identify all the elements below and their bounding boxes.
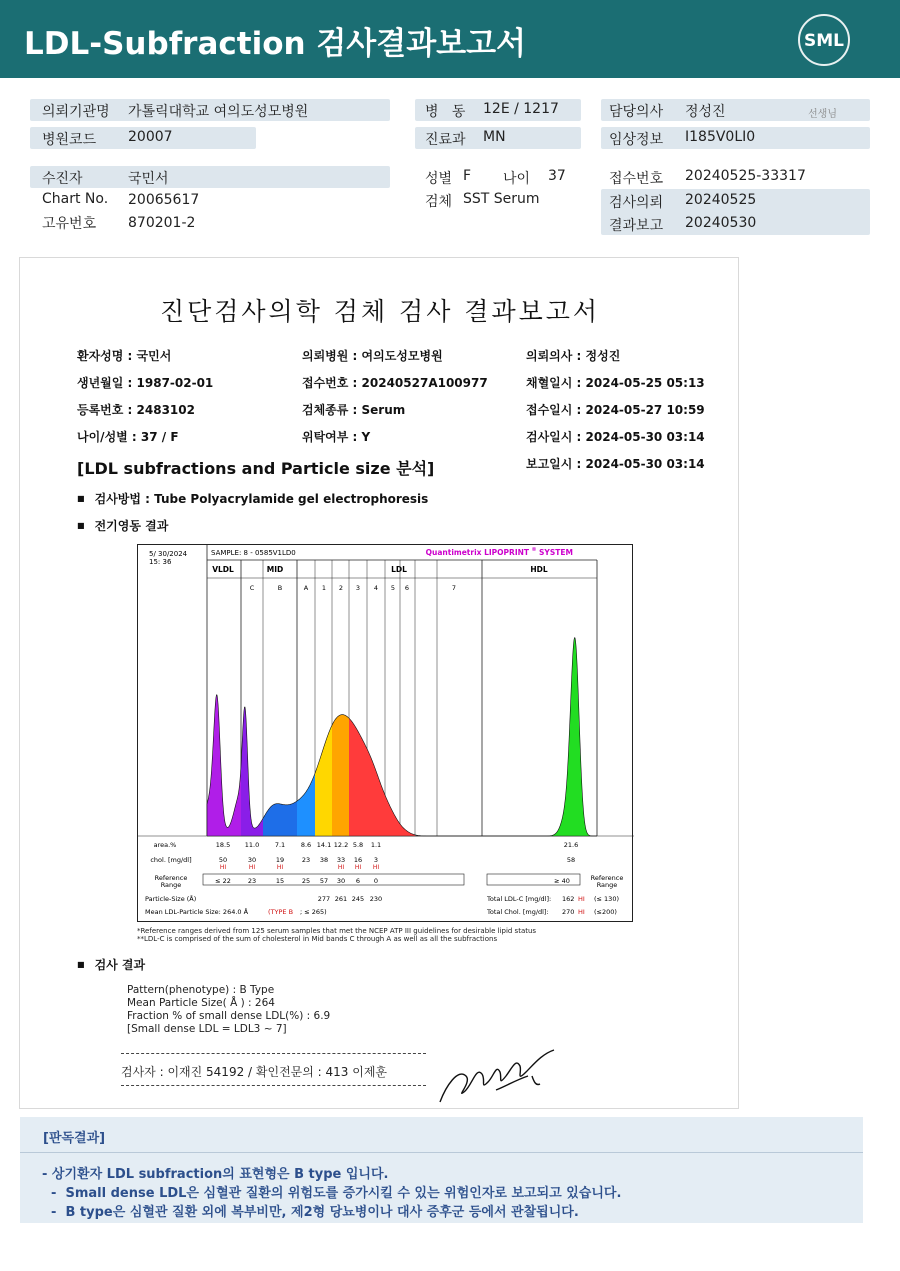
result-sdldl-def: [Small dense LDL = LDL3 ~ 7] (127, 1023, 287, 1035)
report-test-time: 검사일시 : 2024-05-30 03:14 (526, 430, 705, 444)
chol-hi-flag: HI (372, 864, 380, 871)
particle-size-label: Particle-Size (Å) (145, 895, 197, 903)
dept-label: 진료과 (425, 132, 466, 148)
interpretation-line-3: - B type은 심혈관 질환 외에 복부비만, 제2형 당뇨병이나 대사 증후군 등에서 관찰됩니다. (42, 1205, 579, 1220)
group-label-ldl: LDL (391, 565, 407, 574)
doctor-label: 담당의사 (609, 104, 664, 120)
clinical-label: 임상정보 (609, 132, 664, 148)
band-label-2: 2 (338, 584, 344, 592)
chart-no-value: 20065617 (128, 192, 200, 208)
result-pattern: Pattern(phenotype) : B Type (127, 984, 275, 996)
area-value: 1.1 (370, 841, 382, 849)
report-electro-heading: ■ 전기영동 결과 (77, 517, 168, 534)
request-label: 검사의뢰 (609, 195, 664, 211)
chol-value: 50 (218, 856, 228, 864)
scanned-report (19, 257, 739, 1109)
particle-size-value: 230 (369, 895, 383, 903)
chol-hi-flag: HI (354, 864, 362, 871)
report-doctor: 의뢰의사 : 정성진 (526, 349, 621, 363)
band-label-6: 6 (404, 584, 410, 592)
examiner-text: 검사자 : 이재진 54192 / 확인전문의 : 413 이제훈 (121, 1065, 388, 1079)
mean-type: (TYPE B (268, 908, 294, 916)
chol-hi-flag: HI (276, 864, 284, 871)
group-label-mid: MID (266, 565, 284, 574)
band-label-1: 1 (321, 584, 327, 592)
area-value: 18.5 (215, 841, 231, 849)
ref-label-right-1: Reference (590, 874, 624, 882)
particle-size-value: 245 (351, 895, 365, 903)
total-chol-label: Total Chol. [mg/dl]: (487, 908, 549, 916)
report-receipt-time: 접수일시 : 2024-05-27 10:59 (526, 403, 705, 417)
report-birthdate: 생년월일 : 1987-02-01 (77, 376, 214, 390)
total-chol-value: 270 (562, 908, 575, 916)
chart-no-label: Chart No. (42, 191, 109, 207)
chol-hi-flag: HI (337, 864, 345, 871)
hospital-code-value: 20007 (128, 129, 173, 145)
band-label-7: 7 (451, 584, 457, 592)
chart-brand-mark: ® (531, 547, 537, 553)
band-label-3: 3 (355, 584, 361, 592)
total-chol-hi: HI (578, 908, 585, 916)
report-patient-name: 환자성명 : 국민서 (77, 349, 172, 363)
area-value: 7.1 (274, 841, 286, 849)
band-label-C: C (249, 584, 255, 592)
lipoprint-chart (137, 544, 634, 924)
interpretation-line-2: - Small dense LDL은 심혈관 질환의 위험도를 증가시킬 수 있는 위험인자로 보고되고 있습니다. (42, 1186, 622, 1201)
ref-label-right-2: Range (596, 881, 618, 889)
row-chol-label: chol. [mg/dl] (150, 856, 192, 864)
ref-value: 6 (355, 877, 361, 885)
chol-hi-flag: HI (219, 864, 227, 871)
unique-no-value: 870201-2 (128, 215, 196, 231)
mean-type-tail: ; ≤ 265) (300, 908, 327, 916)
footnote-2: **LDL-C is comprised of the sum of cholesterol in Mid bands C through A as well as all the subfractions (137, 935, 498, 943)
mean-size-text: Mean LDL-Particle Size: 264.0 Å (145, 908, 249, 916)
report-reg-no: 등록번호 : 2483102 (77, 403, 195, 417)
interpretation-line-1: - 상기환자 LDL subfraction의 표현형은 B type 입니다. (42, 1167, 389, 1182)
interpretation-divider (20, 1152, 863, 1153)
ref-value: ≤ 22 (215, 877, 231, 885)
chart-date: 5/ 30/2024 (149, 550, 188, 558)
area-value: 11.0 (244, 841, 260, 849)
sex-label: 성별 (425, 171, 453, 187)
particle-size-value: 277 (317, 895, 331, 903)
chol-value: 3 (373, 856, 379, 864)
logo-text: SML (804, 31, 844, 51)
row-area-label: area.% (153, 841, 177, 849)
chart-brand: Quantimetrix LIPOPRINT (425, 548, 529, 557)
particle-size-value: 261 (334, 895, 348, 903)
ward-value: 12E / 1217 (483, 101, 559, 117)
chol-hi-flag: HI (248, 864, 256, 871)
ward-label: 병 동 (425, 104, 466, 120)
institution-label: 의뢰기관명 (42, 104, 110, 120)
area-ldl2 (332, 715, 349, 836)
ref-value: 30 (336, 877, 346, 885)
patient-label: 수진자 (42, 171, 83, 187)
ref-value: 57 (319, 877, 329, 885)
band-label-4: 4 (373, 584, 379, 592)
ref-value: 23 (247, 877, 257, 885)
total-ldl-hi: HI (578, 895, 585, 903)
report-age-sex: 나이/성별 : 37 / F (77, 430, 179, 444)
examiner-line-top (121, 1053, 426, 1054)
chart-brand-tail: SYSTEM (539, 548, 573, 557)
area-value: 5.8 (352, 841, 364, 849)
group-label-vldl: VLDL (212, 565, 234, 574)
report-collect-time: 채혈일시 : 2024-05-25 05:13 (526, 376, 705, 390)
area-value: 12.2 (333, 841, 349, 849)
hospital-code-label: 병원코드 (42, 132, 97, 148)
band-label-5: 5 (390, 584, 396, 592)
specimen-value: SST Serum (463, 191, 540, 207)
area-value: 21.6 (563, 841, 579, 849)
result-fraction: Fraction % of small dense LDL(%) : 6.9 (127, 1010, 331, 1022)
area-value: 8.6 (300, 841, 312, 849)
institution-value: 가톨릭대학교 여의도성모병원 (128, 104, 309, 120)
ref-value: 0 (373, 877, 379, 885)
signature (436, 1046, 561, 1108)
specimen-label: 검체 (425, 194, 453, 210)
report-date-label: 결과보고 (609, 218, 664, 234)
total-ldl-label: Total LDL-C [mg/dl]: (487, 895, 552, 903)
report-report-time: 보고일시 : 2024-05-30 03:14 (526, 457, 705, 471)
age-label: 나이 (503, 171, 531, 187)
clinical-value: I185V0LI0 (685, 129, 756, 145)
interpretation-panel (20, 1117, 863, 1223)
report-consign: 위탁여부 : Y (302, 430, 371, 444)
chol-value: 23 (301, 856, 311, 864)
band-label-A: A (303, 584, 309, 592)
chart-sample: SAMPLE: 8 - 0585V1LD0 (211, 549, 296, 557)
total-ldl-ref: (≤ 130) (594, 895, 619, 903)
doctor-suffix: 선생님 (808, 109, 837, 120)
report-date-value: 20240530 (685, 215, 757, 231)
page-title: LDL-Subfraction 검사결과보고서 (24, 26, 526, 62)
hdl-ref-value: ≥ 40 (554, 877, 570, 885)
report-receipt: 접수번호 : 20240527A100977 (302, 376, 488, 390)
report-section-title: [LDL subfractions and Particle size 분석] (77, 459, 435, 478)
report-result-heading: ■ 검사 결과 (77, 956, 145, 973)
receipt-value: 20240525-33317 (685, 168, 806, 184)
chol-value: 58 (566, 856, 576, 864)
band-label-B: B (277, 584, 283, 592)
chol-value: 19 (275, 856, 285, 864)
ref-value: 15 (275, 877, 285, 885)
signature-stroke (440, 1050, 554, 1102)
group-label-hdl: HDL (530, 565, 548, 574)
row-ref-label-2: Range (160, 881, 182, 889)
patient-value: 국민서 (128, 171, 169, 187)
footnote-1: *Reference ranges derived from 125 serum samples that met the NCEP ATP III guidelines for desirable lipid status (137, 927, 537, 935)
dept-value: MN (483, 129, 506, 145)
report-header (0, 0, 900, 78)
age-value: 37 (548, 168, 566, 184)
report-hospital: 의뢰병원 : 여의도성모병원 (302, 349, 443, 363)
info-bar (30, 166, 390, 188)
sml-logo (796, 12, 852, 68)
receipt-label: 접수번호 (609, 171, 664, 187)
result-mean-size: Mean Particle Size( Å ) : 264 (127, 997, 275, 1009)
chol-value: 30 (247, 856, 257, 864)
chol-value: 33 (336, 856, 346, 864)
report-method: ■ 검사방법 : Tube Polyacrylamide gel electrophoresis (77, 490, 428, 507)
report-title: 진단검사의학 검체 검사 결과보고서 (159, 297, 601, 326)
ref-value: 25 (301, 877, 311, 885)
sex-value: F (463, 168, 472, 184)
request-value: 20240525 (685, 192, 757, 208)
unique-no-label: 고유번호 (42, 216, 97, 232)
row-ref-label-1: Reference (154, 874, 188, 882)
chol-value: 38 (319, 856, 329, 864)
doctor-value: 정성진 (685, 104, 726, 120)
total-ldl-value: 162 (562, 895, 575, 903)
area-value: 14.1 (316, 841, 332, 849)
chart-time: 15: 36 (149, 558, 172, 566)
total-chol-ref: (≤200) (594, 908, 617, 916)
examiner-line-bottom (121, 1085, 426, 1086)
chol-value: 16 (353, 856, 363, 864)
report-specimen: 검체종류 : Serum (302, 403, 406, 417)
interpretation-title: [판독결과] (43, 1131, 106, 1146)
